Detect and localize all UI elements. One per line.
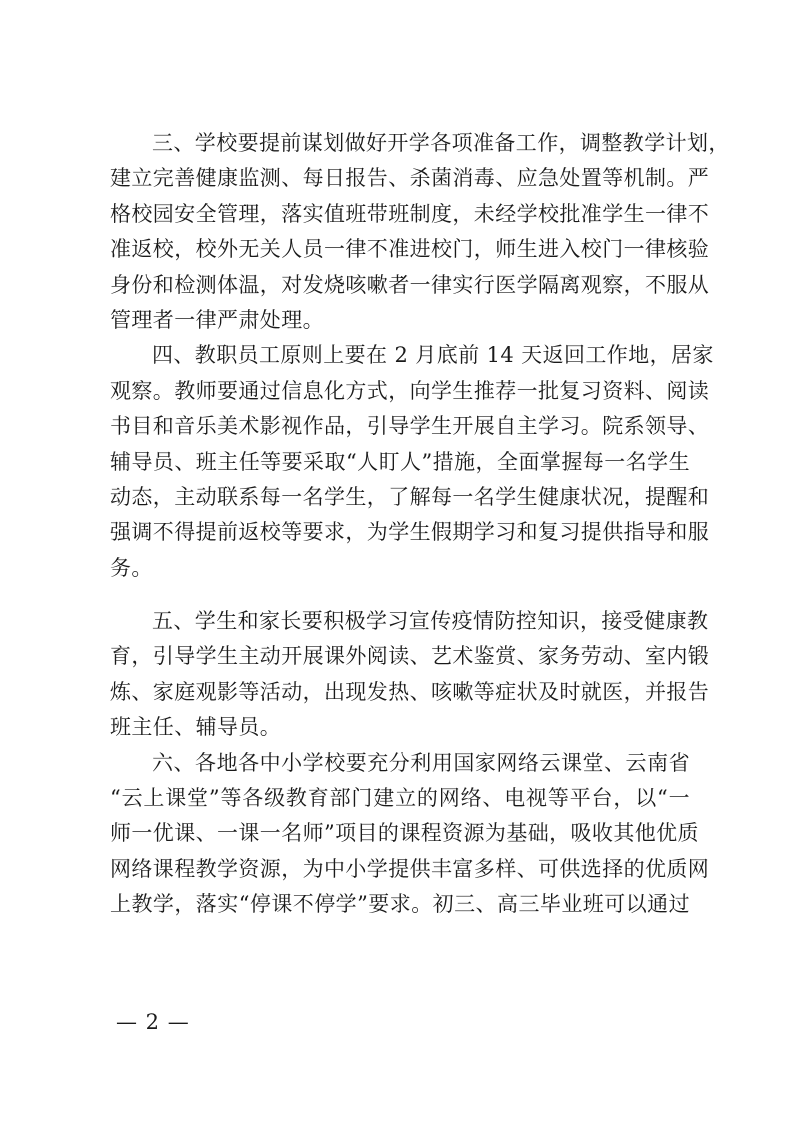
text-line: 育，引导学生主动开展课外阅读、艺术鉴赏、家务劳动、室内锻	[110, 644, 710, 669]
text-line: 务。	[110, 555, 153, 580]
paragraph-3	[110, 126, 730, 338]
text-line: 动态，主动联系每一名学生，了解每一名学生健康状况，提醒和	[110, 484, 710, 509]
text-line: 管理者一律严肃处理。	[110, 307, 324, 332]
text-line: 格校园安全管理，落实值班带班制度，未经学校批准学生一律不	[110, 201, 710, 226]
text-line: 身份和检测体温，对发烧咳嗽者一律实行医学隔离观察，不服从	[110, 272, 710, 297]
text-line: 书目和音乐美术影视作品，引导学生开展自主学习。院系领导、	[110, 414, 710, 439]
text-line: 三、学校要提前谋划做好开学各项准备工作，调整教学计划，	[152, 131, 730, 155]
page-number: — 2 —	[116, 1010, 190, 1034]
text-line: “云上课堂”等各级教育部门建立的网络、电视等平台，以“一	[110, 786, 690, 811]
text-line: 六、各地各中小学校要充分利用国家网络云课堂、云南省	[152, 750, 690, 775]
text-line: 师一优课、一课一名师”项目的课程资源为基础，吸收其他优质	[110, 821, 699, 846]
document-body	[110, 126, 730, 923]
paragraph-gap	[110, 586, 690, 604]
paragraph-5	[110, 604, 710, 746]
text-line: 准返校，校外无关人员一律不准进校门，师生进入校门一律核验	[110, 237, 710, 262]
text-line: 炼、家庭观影等活动，出现发热、咳嗽等症状及时就医，并报告	[110, 679, 710, 704]
text-line: 五、学生和家长要积极学习宣传疫情防控知识，接受健康教	[152, 609, 709, 634]
text-line: 网络课程教学资源，为中小学提供丰富多样、可供选择的优质网	[110, 856, 710, 881]
text-line: 建立完善健康监测、每日报告、杀菌消毒、应急处置等机制。严	[110, 166, 710, 191]
text-line: 上教学，落实“停课不停学”要求。初三、高三毕业班可以通过	[110, 892, 690, 917]
paragraph-6	[110, 746, 710, 923]
paragraph-4	[110, 338, 714, 586]
text-line: 强调不得提前返校等要求，为学生假期学习和复习提供指导和服	[110, 520, 710, 545]
text-line: 四、教职员工原则上要在 2 月底前 14 天返回工作地，居家	[152, 343, 714, 368]
text-line: 辅导员、班主任等要采取“人盯人”措施，全面掌握每一名学生	[110, 449, 690, 474]
text-line: 班主任、辅导员。	[110, 715, 282, 740]
text-line: 观察。教师要通过信息化方式，向学生推荐一批复习资料、阅读	[110, 378, 710, 403]
